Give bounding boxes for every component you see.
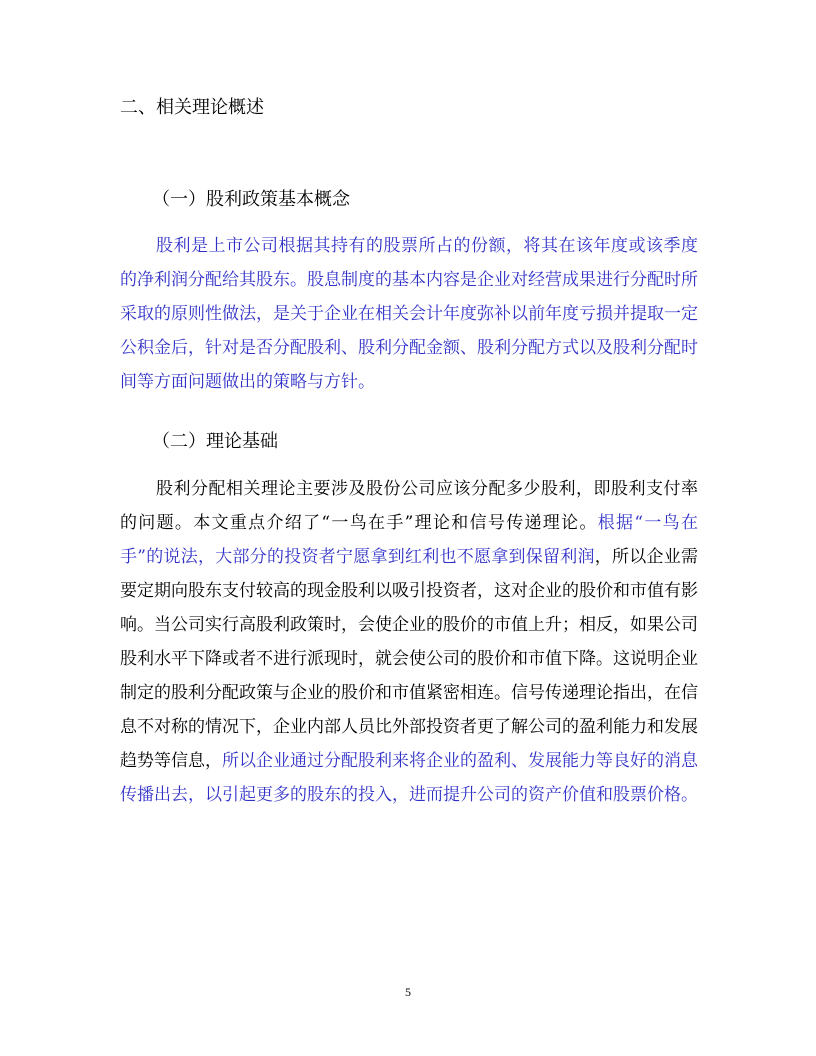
bird-in-hand-highlight: 根据“一鸟在手”的说法，大部分的投资者宁愿拿到红利也不愿拿到保留利润 <box>120 513 698 567</box>
paragraph-dividend-concept: 股利是上市公司根据其持有的股票所占的份额，将其在该年度或该季度的净利润分配给其股东。股息制度的基本内容是企业对经营成果进行分配时所采取的原则性做法，是关于企业在相关会计年度弥补以前年度亏损并提取一定公积金后，针对是否分配股利、股利分配金额、股利分配方式以及股利分配时间等方面问题做出的策略与方针。 <box>120 236 698 392</box>
section-heading: 二、相关理论概述 <box>120 97 264 118</box>
signaling-highlight: 所以企业通过分配股利来将企业的盈利、发展能力等良好的消息传播出去，以引起更多的股东的投入，进而提升公司的资产价值和股票价格。 <box>120 751 698 805</box>
subsection-heading-basic-concept: （一）股利政策基本概念 <box>152 189 350 210</box>
theory-intro-text: 股利分配相关理论主要涉及股份公司应该分配多少股利，即股利支付率的问题。本文重点介绍了“一鸟在手”理论和信号传递理论。 <box>120 479 698 533</box>
paragraph-theory-basis <box>120 472 698 812</box>
subsection-heading-theory-basis: （二）理论基础 <box>152 431 278 452</box>
theory-body-text: ，所以企业需要定期向股东支付较高的现金股利以吸引投资者，这对企业的股价和市值有影响。当公司实行高股利政策时，会使企业的股价的市值上升；相反，如果公司股利水平下降或者不进行派现时，就会使公司的股价和市值下降。这说明企业制定的股利分配政策与企业的股价和市值紧密相连。信号传递理论指出，在信息不对称的情况下，企业内部人员比外部投资者更了解公司的盈利能力和发展趋势等信息， <box>120 547 698 771</box>
page-number: 5 <box>405 985 411 999</box>
